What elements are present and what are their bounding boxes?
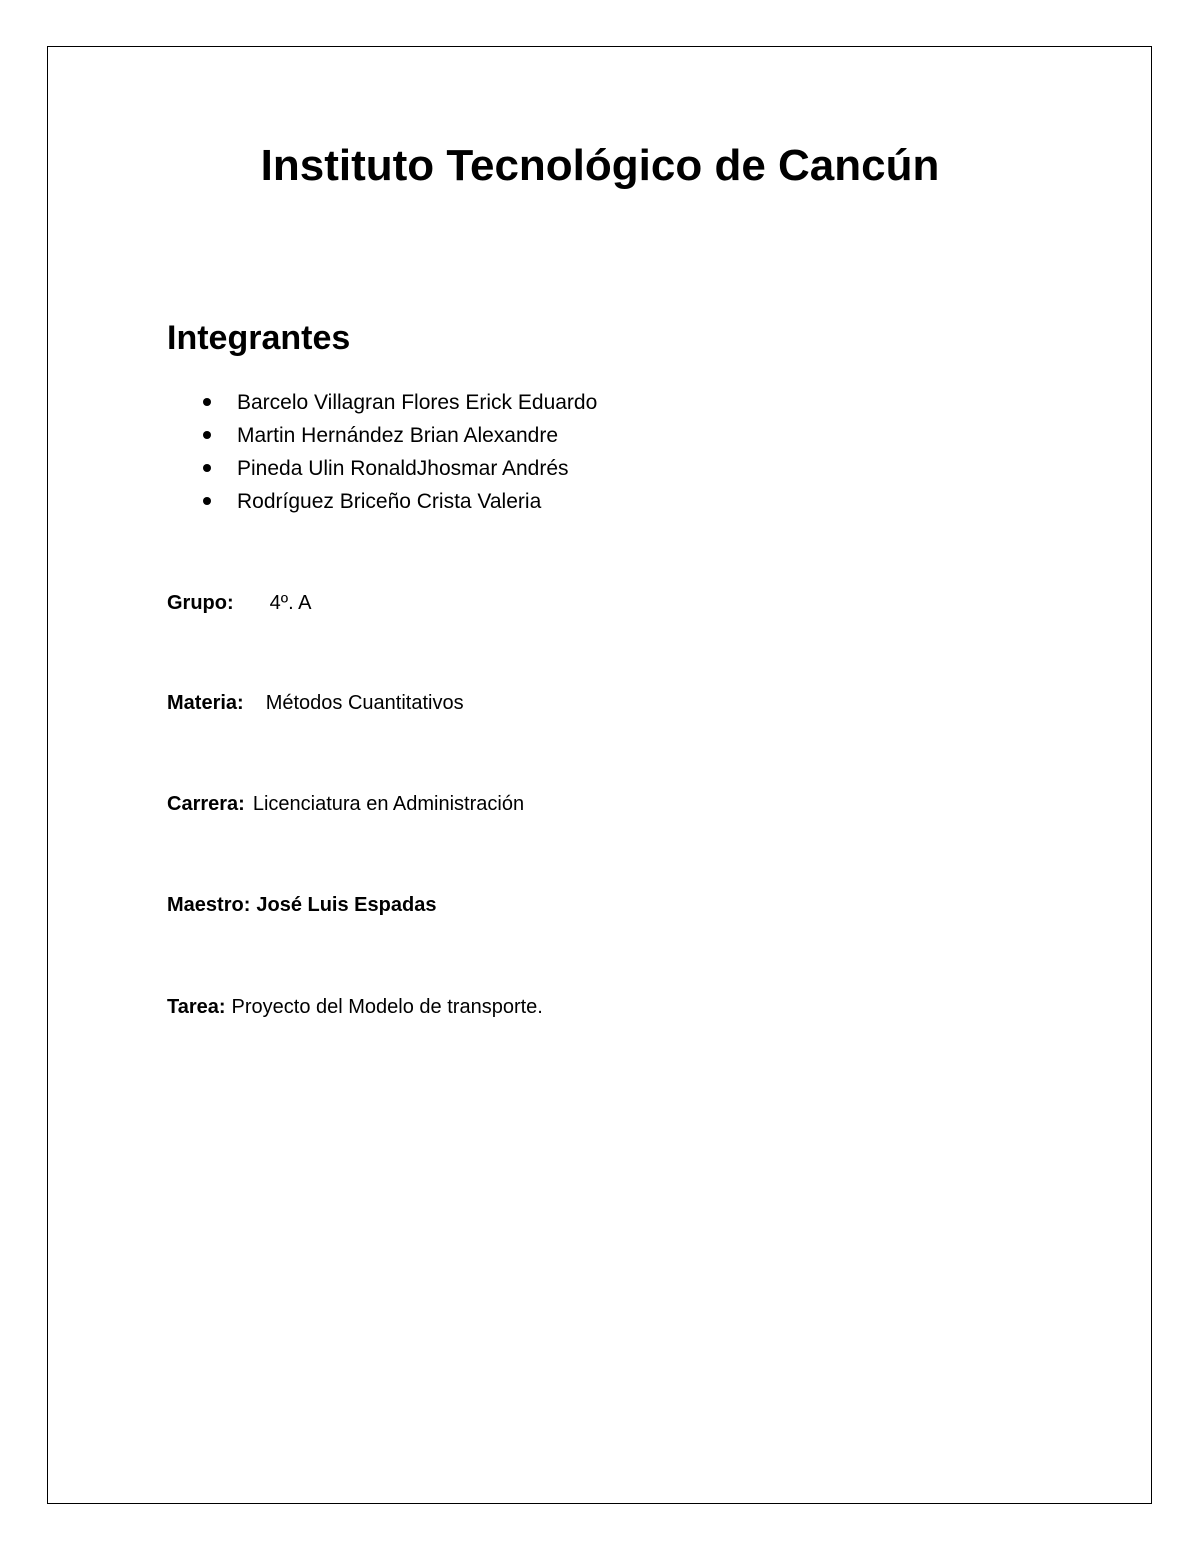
- bullet-icon: [203, 464, 211, 472]
- field-maestro: [167, 891, 436, 919]
- field-label: Grupo:: [167, 592, 234, 614]
- field-value: 4º. A: [269, 592, 312, 614]
- members-list: [167, 386, 597, 518]
- field-label: Tarea:: [167, 996, 226, 1018]
- field-value: José Luis Espadas: [256, 894, 437, 916]
- list-item: [167, 419, 597, 452]
- member-name: Rodríguez Briceño Crista Valeria: [237, 490, 542, 513]
- field-value: Proyecto del Modelo de transporte.: [231, 996, 543, 1018]
- page-border: [47, 46, 1152, 1504]
- field-carrera: [167, 790, 524, 818]
- field-label: Materia:: [167, 692, 244, 714]
- member-name: Barcelo Villagran Flores Erick Eduardo: [237, 391, 598, 414]
- member-name: Pineda Ulin RonaldJhosmar Andrés: [237, 457, 569, 480]
- field-label: Carrera:: [167, 793, 245, 815]
- list-item: [167, 386, 597, 419]
- members-heading: Integrantes: [167, 319, 351, 357]
- list-item: [167, 452, 597, 485]
- field-label: Maestro:: [167, 894, 251, 916]
- bullet-icon: [203, 398, 211, 406]
- field-value: Licenciatura en Administración: [252, 793, 525, 815]
- field-grupo: [167, 589, 311, 617]
- member-name: Martin Hernández Brian Alexandre: [237, 424, 559, 447]
- list-item: [167, 485, 597, 518]
- field-value: Métodos Cuantitativos: [265, 692, 464, 714]
- field-materia: [167, 689, 464, 717]
- document-title: Instituto Tecnológico de Cancún: [260, 141, 940, 190]
- bullet-icon: [203, 497, 211, 505]
- bullet-icon: [203, 431, 211, 439]
- field-tarea: [167, 993, 543, 1021]
